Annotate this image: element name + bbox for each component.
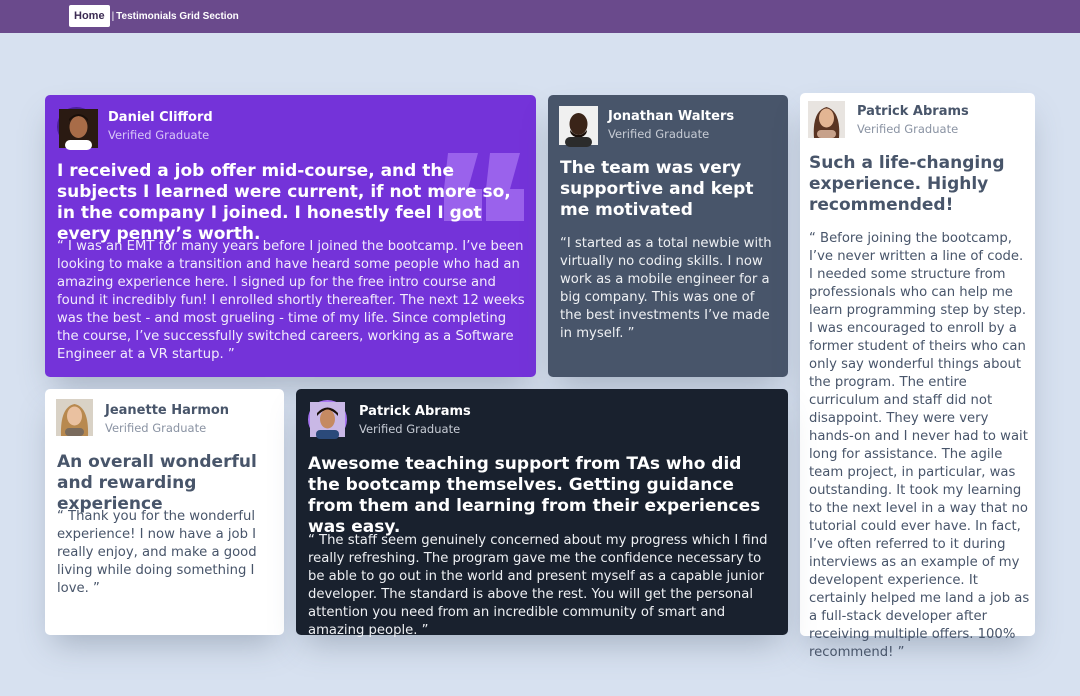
avatar xyxy=(559,106,598,145)
avatar xyxy=(57,107,96,146)
testimonial-headline: Awesome teaching support from TAs who did the bootcamp themselves. Getting guidance from them and learning from their experiences was easy. xyxy=(308,454,761,537)
testimonial-card-patrick-abrams-wide xyxy=(296,389,788,638)
testimonial-headline: The team was very supportive and kept me motivated xyxy=(560,158,754,220)
avatar xyxy=(308,400,347,439)
testimonial-quote: “ Before joining the bootcamp, I’ve never written a line of code. I needed some structure from professionals who can help me learn programming step by step. I was encouraged to enroll by a former student of theirs who can only say wonderful things about the program. The entire curriculum and staff did not disappoint. They were very hands-on and I never had to wait long for assistance. The agile team project, in particular, was outstanding. It took my learning to the next level in a way that no tutorial could ever have. In fact, I’ve often referred to it during interviews as an example of my developent experience. It certainly helped me land a job as a full-stack developer after receiving multiple offers. 100% recommend! ” xyxy=(809,231,1030,660)
author-name: Daniel Clifford xyxy=(108,110,213,125)
breadcrumb xyxy=(69,5,239,27)
author-name: Jonathan Walters xyxy=(608,109,735,124)
testimonial-quote: “ Thank you for the wonderful experience! I now have a job I really enjoy, and make a good living while doing something I love. ” xyxy=(57,509,257,596)
author-role: Verified Graduate xyxy=(108,128,210,142)
author-name: Patrick Abrams xyxy=(359,404,471,419)
avatar xyxy=(56,399,93,436)
testimonial-quote: “ The staff seem genuinely concerned about my progress which I find really refreshing. The program gave me the confidence necessary to be able to go out in the world and present myself as a capable junior developer. The standard is above the rest. You will get the personal attention you need from an incredible community of smart and amazing people. ” xyxy=(308,533,768,638)
testimonial-card-daniel-clifford xyxy=(45,95,536,377)
testimonial-quote: “I started as a total newbie with virtually no coding skills. I now work as a mobile engineer for a big company. This was one of the best investments I’ve made in myself. ” xyxy=(560,236,772,341)
testimonial-card-jonathan-walters xyxy=(548,95,788,377)
testimonial-quote: “ I was an EMT for many years before I joined the bootcamp. I’ve been looking to make a transition and have heard some people who had an amazing experience here. I signed up for the free intro course and found it incredibly fun! I enrolled shortly thereafter. The next 12 weeks was the best - and most grueling - time of my life. Since completing the course, I’ve successfully switched careers, working as a Software Engineer at a VR startup. ” xyxy=(57,239,525,362)
top-bar xyxy=(0,0,1080,33)
author-role: Verified Graduate xyxy=(608,127,710,141)
avatar xyxy=(808,101,845,138)
testimonial-headline: An overall wonderful and rewarding experience xyxy=(57,452,257,514)
testimonial-headline: I received a job offer mid-course, and the subjects I learned were current, if not more so, in the company I joined. I honestly feel I got every penny’s worth. xyxy=(57,161,511,244)
testimonial-card-patrick-abrams-tall xyxy=(800,93,1035,660)
home-link[interactable]: Home xyxy=(69,5,110,27)
author-name: Jeanette Harmon xyxy=(105,403,230,418)
breadcrumb-current-page: Testimonials Grid Section xyxy=(116,10,239,22)
breadcrumb-separator: | xyxy=(111,10,115,22)
author-role: Verified Graduate xyxy=(359,422,461,436)
author-role: Verified Graduate xyxy=(857,122,959,136)
author-name: Patrick Abrams xyxy=(857,104,969,119)
testimonial-headline: Such a life-changing experience. Highly recommended! xyxy=(809,153,1005,215)
author-role: Verified Graduate xyxy=(105,421,207,435)
testimonial-card-jeanette-harmon xyxy=(45,389,284,635)
